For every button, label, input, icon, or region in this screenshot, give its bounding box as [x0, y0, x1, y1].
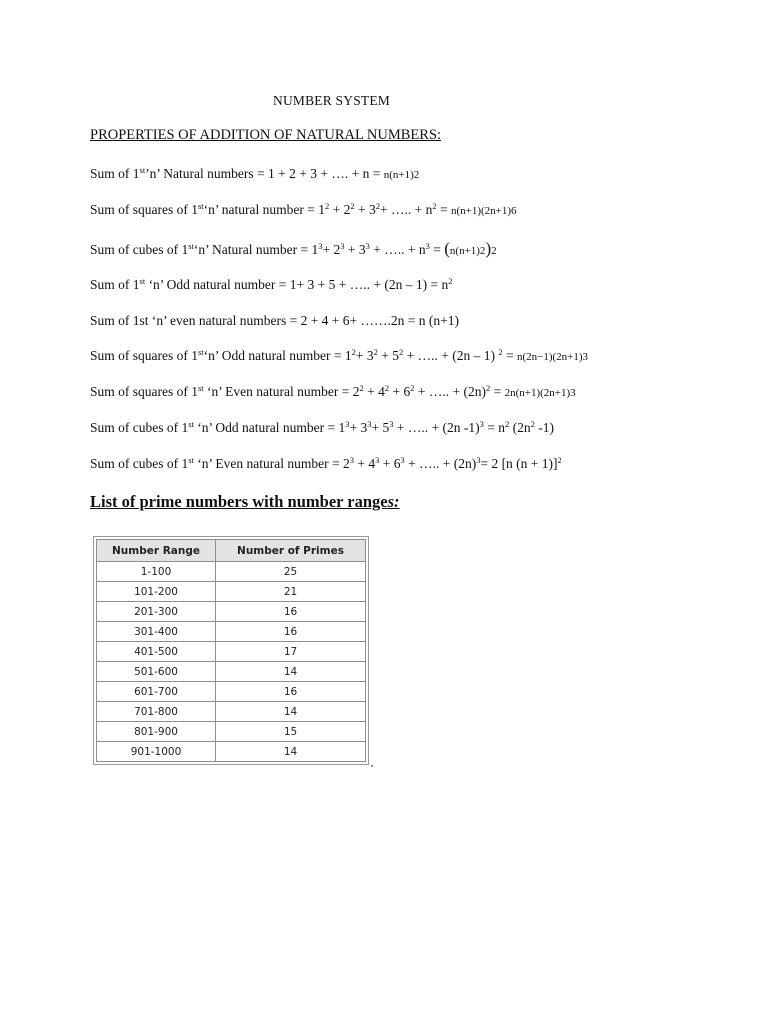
table-row [97, 682, 366, 702]
formula-sum-cubes-odd: Sum of cubes of 1st ‘n’ Odd natural number = $1^3+ 3^3+ 5^3$ + ….. + (2n $-1)^3 = n^2$ ($2n^2$ -1) [90, 419, 554, 435]
table-row [97, 602, 366, 622]
prime-table-image [93, 536, 369, 765]
column-header: Number of Primes [216, 540, 366, 562]
formula-sum-cubes-even: Sum of cubes of 1st ‘n’ Even natural number = $2^3 + 4^3 + 6^3$ + ….. + $(2n)^3= 2$ [n (n + 1)]$^2$ [90, 455, 562, 471]
range-cell: 601-700 [97, 682, 216, 702]
table-row [97, 662, 366, 682]
range-cell: 1-100 [97, 562, 216, 582]
range-cell: 501-600 [97, 662, 216, 682]
prime-list-heading: List of prime numbers with number ranges: [90, 492, 400, 511]
table-row [97, 722, 366, 742]
range-cell: 101-200 [97, 582, 216, 602]
formula-sum-squares-even: Sum of squares of 1st ‘n’ Even natural number = $2^2 + 4^2 + 6^2$ + ….. + $(2n)^2 = 2n(n+1)(2n+1)3$ [90, 383, 576, 399]
formula-sum-odd: Sum of 1st ‘n’ Odd natural number = 1+ 3 + 5 + ….. + $(2n - 1) = n^2$ [90, 276, 453, 292]
range-cell: 301-400 [97, 622, 216, 642]
page-title: NUMBER SYSTEM [273, 93, 390, 108]
table-row [97, 622, 366, 642]
table-row [97, 582, 366, 602]
range-cell: 801-900 [97, 722, 216, 742]
count-cell: 14 [216, 702, 366, 722]
formula-sum-even: Sum of 1st ‘n’ even natural numbers = 2 + 4 + 6+ …….2n = n (n+1) [90, 313, 460, 328]
count-cell: 14 [216, 742, 366, 762]
range-cell: 901-1000 [97, 742, 216, 762]
count-cell: 16 [216, 602, 366, 622]
count-cell: 15 [216, 722, 366, 742]
formula-sum-squares-odd: Sum of squares of 1st‘n’ Odd natural number = $1^2+ 3^2 + 5^2$ + ….. + (2n – 1) $^2$ = n(2n−1)(2n+1)3 [90, 347, 589, 363]
range-cell: 701-800 [97, 702, 216, 722]
range-cell: 201-300 [97, 602, 216, 622]
table-header-row [97, 540, 366, 562]
count-cell: 16 [216, 622, 366, 642]
table-row [97, 742, 366, 762]
formula-sum-natural: Sum of 1st’n’ Natural numbers = 1 + 2 + 3 + …. + n = n(n+1)2 [90, 165, 420, 181]
range-cell: 401-500 [97, 642, 216, 662]
table-row [97, 642, 366, 662]
count-cell: 14 [216, 662, 366, 682]
formula-sum-squares-natural: Sum of squares of 1st‘n’ natural number = $1^2 + 2^2 + 3^2+$ ….. + $n^2 = n(n+1)(2n+1)6$ [90, 201, 517, 217]
count-cell: 25 [216, 562, 366, 582]
formula-sum-cubes-natural: Sum of cubes of 1st‘n’ Natural number = $1^3+ 2^3 + 3^3$ + ….. + $n^3 = (n(n+1)2)2$ [90, 239, 497, 258]
count-cell: 17 [216, 642, 366, 662]
table-row [97, 702, 366, 722]
column-header: Number Range [97, 540, 216, 562]
scan-speck [371, 765, 373, 767]
section-subtitle: PROPERTIES OF ADDITION OF NATURAL NUMBERS: [90, 127, 442, 143]
count-cell: 16 [216, 682, 366, 702]
table-row [97, 562, 366, 582]
prime-table [96, 539, 366, 762]
count-cell: 21 [216, 582, 366, 602]
